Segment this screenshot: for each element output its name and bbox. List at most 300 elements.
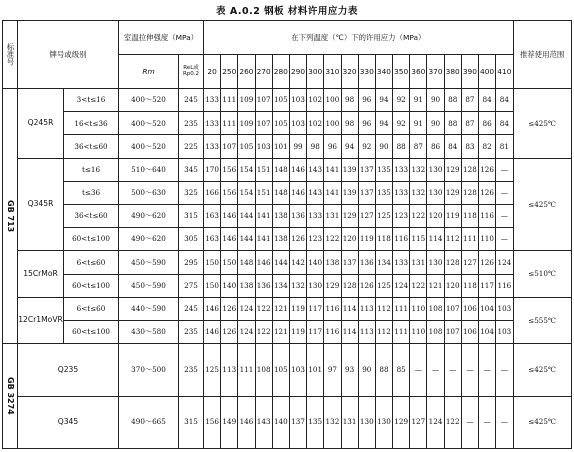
- table-row: [3, 251, 572, 274]
- stress-value-cell: 135: [375, 158, 392, 181]
- stress-value-cell: —: [461, 396, 478, 449]
- stress-value-cell: 127: [358, 204, 375, 227]
- stress-value-cell: 138: [324, 251, 341, 274]
- stress-value-cell: 121: [272, 320, 289, 343]
- rm-cell: 490～665: [119, 396, 179, 449]
- stress-value-cell: 130: [427, 181, 444, 204]
- stress-value-cell: 83: [461, 135, 478, 158]
- stress-value-cell: 138: [238, 274, 255, 297]
- stress-value-cell: 138: [272, 204, 289, 227]
- stress-value-cell: 103: [496, 297, 513, 320]
- allowable-stress-table: [2, 20, 572, 449]
- table-row: [3, 297, 572, 320]
- stress-value-cell: —: [427, 344, 444, 396]
- rel-cell: 295: [179, 251, 204, 274]
- stress-value-cell: 132: [289, 274, 306, 297]
- stress-value-cell: 116: [324, 320, 341, 343]
- stress-value-cell: 154: [238, 158, 255, 181]
- stress-value-cell: 126: [479, 158, 496, 181]
- stress-value-cell: 111: [393, 297, 410, 320]
- stress-value-cell: 140: [272, 396, 289, 449]
- recommended-range-cell: ≤510℃: [513, 251, 571, 297]
- table-row: [3, 396, 572, 449]
- rm-cell: 450～590: [119, 251, 179, 274]
- stress-value-cell: 131: [341, 396, 358, 449]
- stress-value-cell: 101: [307, 344, 324, 396]
- stress-value-cell: 146: [204, 320, 221, 343]
- stress-value-cell: 131: [324, 204, 341, 227]
- grade-cell: Q345: [18, 396, 119, 449]
- stress-value-cell: —: [410, 344, 427, 396]
- thickness-cell: 6<t≤60: [64, 297, 119, 320]
- stress-value-cell: 143: [307, 158, 324, 181]
- stress-value-cell: 128: [461, 158, 478, 181]
- stress-value-cell: 123: [393, 204, 410, 227]
- grade-cell: 12Cr1MoVR: [18, 297, 64, 343]
- stress-value-cell: 143: [255, 396, 272, 449]
- thickness-cell: 16<t≤36: [64, 112, 119, 135]
- stress-value-cell: 91: [410, 89, 427, 112]
- stress-value-cell: 132: [410, 181, 427, 204]
- stress-value-cell: 103: [255, 135, 272, 158]
- rm-cell: 400～520: [119, 89, 179, 112]
- stress-value-cell: 100: [324, 112, 341, 135]
- stress-value-cell: 110: [410, 320, 427, 343]
- rel-cell: 235: [179, 320, 204, 343]
- stress-value-cell: 108: [427, 297, 444, 320]
- stress-value-cell: 84: [479, 89, 496, 112]
- rel-cell: 315: [179, 396, 204, 449]
- rel-cell: 225: [179, 135, 204, 158]
- stress-value-cell: 103: [496, 320, 513, 343]
- stress-value-cell: 87: [461, 112, 478, 135]
- stress-value-cell: 86: [479, 112, 496, 135]
- stress-value-cell: 93: [341, 344, 358, 396]
- stress-value-cell: 134: [375, 251, 392, 274]
- stress-value-cell: 114: [427, 228, 444, 251]
- stress-value-cell: 105: [238, 135, 255, 158]
- stress-value-cell: 137: [341, 251, 358, 274]
- stress-value-cell: 105: [272, 344, 289, 396]
- table-row: [3, 204, 572, 227]
- stress-value-cell: 122: [444, 396, 461, 449]
- table-row: [3, 274, 572, 297]
- stress-value-cell: 143: [307, 181, 324, 204]
- table-body: [3, 89, 572, 449]
- stress-value-cell: 138: [272, 228, 289, 251]
- stress-value-cell: 139: [341, 181, 358, 204]
- stress-value-cell: 90: [358, 344, 375, 396]
- stress-value-cell: 118: [461, 204, 478, 227]
- stress-value-cell: 112: [375, 320, 392, 343]
- thickness-cell: 36<t≤60: [64, 135, 119, 158]
- stress-value-cell: 122: [255, 320, 272, 343]
- stress-value-cell: 122: [410, 204, 427, 227]
- header-temperature: 330: [358, 55, 375, 89]
- stress-value-cell: 141: [324, 181, 341, 204]
- stress-value-cell: 129: [324, 274, 341, 297]
- stress-value-cell: 124: [427, 396, 444, 449]
- header-temperature: 320: [341, 55, 358, 89]
- stress-value-cell: 146: [204, 297, 221, 320]
- stress-value-cell: 146: [221, 204, 238, 227]
- stress-value-cell: 137: [358, 181, 375, 204]
- stress-value-cell: 148: [272, 181, 289, 204]
- header-temperature: 360: [410, 55, 427, 89]
- stress-value-cell: 90: [427, 89, 444, 112]
- thickness-cell: 6<t≤60: [64, 251, 119, 274]
- stress-value-cell: 120: [444, 274, 461, 297]
- stress-value-cell: 116: [324, 297, 341, 320]
- recommended-range-cell: ≤425℃: [513, 158, 571, 251]
- header-temperature: 370: [427, 55, 444, 89]
- stress-value-cell: 84: [444, 135, 461, 158]
- rm-cell: 490～620: [119, 228, 179, 251]
- stress-value-cell: 148: [238, 251, 255, 274]
- header-temperature: 340: [375, 55, 392, 89]
- header-temperature: 310: [324, 55, 341, 89]
- stress-value-cell: 150: [204, 274, 221, 297]
- stress-value-cell: 151: [255, 158, 272, 181]
- stress-value-cell: 125: [204, 344, 221, 396]
- stress-value-cell: 107: [255, 89, 272, 112]
- header-tensile: 室温拉伸强度（MPa）: [119, 21, 204, 55]
- rel-cell: 315: [179, 204, 204, 227]
- stress-value-cell: 96: [358, 112, 375, 135]
- stress-value-cell: 119: [358, 228, 375, 251]
- stress-value-cell: 117: [479, 274, 496, 297]
- stress-value-cell: 92: [358, 135, 375, 158]
- header-temperature: 280: [272, 55, 289, 89]
- stress-value-cell: 92: [393, 89, 410, 112]
- stress-value-cell: 111: [461, 228, 478, 251]
- stress-value-cell: 103: [289, 344, 306, 396]
- stress-value-cell: 132: [324, 396, 341, 449]
- stress-value-cell: 98: [341, 112, 358, 135]
- stress-value-cell: 105: [272, 112, 289, 135]
- recommended-range-cell: ≤425℃: [513, 344, 571, 396]
- stress-value-cell: 81: [496, 135, 513, 158]
- stress-value-cell: 104: [479, 297, 496, 320]
- stress-value-cell: 87: [461, 89, 478, 112]
- stress-value-cell: 112: [375, 297, 392, 320]
- header-rm: Rm: [119, 55, 179, 89]
- stress-value-cell: 163: [204, 228, 221, 251]
- stress-value-cell: 130: [307, 274, 324, 297]
- stress-value-cell: 102: [307, 89, 324, 112]
- stress-value-cell: 124: [238, 320, 255, 343]
- stress-value-cell: 127: [461, 251, 478, 274]
- header-grade: 牌号或级别: [18, 21, 119, 89]
- stress-value-cell: —: [461, 344, 478, 396]
- rel-cell: 305: [179, 228, 204, 251]
- stress-value-cell: 149: [221, 396, 238, 449]
- stress-value-cell: 123: [307, 228, 324, 251]
- stress-value-cell: 107: [444, 320, 461, 343]
- header-temperature: 400: [479, 55, 496, 89]
- stress-value-cell: 110: [479, 228, 496, 251]
- stress-value-cell: 82: [479, 135, 496, 158]
- stress-value-cell: 146: [289, 158, 306, 181]
- stress-value-cell: 116: [479, 204, 496, 227]
- recommended-range-cell: ≤425℃: [513, 89, 571, 159]
- table-row: [3, 89, 572, 112]
- stress-value-cell: 102: [307, 112, 324, 135]
- stress-value-cell: 119: [444, 204, 461, 227]
- stress-value-cell: 99: [289, 135, 306, 158]
- stress-value-cell: 132: [410, 158, 427, 181]
- header-temperature: 270: [255, 55, 272, 89]
- stress-value-cell: 109: [238, 89, 255, 112]
- stress-value-cell: 103: [289, 112, 306, 135]
- stress-value-cell: 86: [427, 135, 444, 158]
- stress-value-cell: 144: [238, 204, 255, 227]
- stress-value-cell: 146: [238, 396, 255, 449]
- stress-value-cell: 91: [410, 112, 427, 135]
- stress-value-cell: 100: [324, 89, 341, 112]
- table-row: [3, 344, 572, 396]
- stress-value-cell: 135: [307, 396, 324, 449]
- header-allowable-stress: 在下列温度（℃）下的许用应力（MPa）: [204, 21, 514, 55]
- stress-value-cell: 133: [393, 181, 410, 204]
- header-temperature: 390: [461, 55, 478, 89]
- stress-value-cell: 125: [375, 204, 392, 227]
- stress-value-cell: 105: [272, 89, 289, 112]
- stress-value-cell: 142: [289, 251, 306, 274]
- header-temperature: 260: [238, 55, 255, 89]
- stress-value-cell: 146: [221, 228, 238, 251]
- header-temperature: 380: [444, 55, 461, 89]
- stress-value-cell: —: [496, 181, 513, 204]
- stress-value-cell: 148: [272, 158, 289, 181]
- stress-value-cell: 108: [255, 344, 272, 396]
- stress-value-cell: 146: [255, 251, 272, 274]
- rm-cell: 500～630: [119, 181, 179, 204]
- stress-value-cell: 98: [341, 89, 358, 112]
- stress-value-cell: 156: [221, 181, 238, 204]
- stress-value-cell: 107: [444, 297, 461, 320]
- stress-value-cell: 103: [289, 89, 306, 112]
- stress-value-cell: 130: [375, 396, 392, 449]
- header-temperature: 300: [307, 55, 324, 89]
- recommended-range-cell: ≤425℃: [513, 396, 571, 449]
- stress-value-cell: 130: [427, 251, 444, 274]
- stress-value-cell: 84: [496, 89, 513, 112]
- stress-value-cell: 136: [255, 274, 272, 297]
- stress-value-cell: 115: [410, 228, 427, 251]
- stress-value-cell: 133: [393, 158, 410, 181]
- stress-value-cell: 124: [238, 297, 255, 320]
- stress-value-cell: 126: [479, 251, 496, 274]
- stress-value-cell: 144: [272, 251, 289, 274]
- table-header: [3, 21, 572, 89]
- grade-cell: 15CrMoR: [18, 251, 64, 297]
- grade-cell: Q345R: [18, 158, 64, 251]
- grade-cell: Q245R: [18, 89, 64, 159]
- stress-value-cell: 116: [393, 228, 410, 251]
- stress-value-cell: 166: [204, 181, 221, 204]
- stress-value-cell: 84: [496, 112, 513, 135]
- stress-value-cell: 119: [289, 297, 306, 320]
- stress-value-cell: 121: [427, 274, 444, 297]
- stress-value-cell: 114: [341, 320, 358, 343]
- stress-value-cell: 131: [410, 251, 427, 274]
- stress-value-cell: 129: [393, 396, 410, 449]
- stress-value-cell: 151: [255, 181, 272, 204]
- stress-value-cell: 134: [272, 274, 289, 297]
- stress-value-cell: 150: [221, 251, 238, 274]
- rm-cell: 510～640: [119, 158, 179, 181]
- stress-value-cell: 90: [427, 112, 444, 135]
- stress-value-cell: 96: [358, 89, 375, 112]
- stress-value-cell: 154: [238, 181, 255, 204]
- thickness-cell: 3<t≤16: [64, 89, 119, 112]
- stress-value-cell: 140: [307, 251, 324, 274]
- stress-value-cell: 126: [358, 274, 375, 297]
- stress-value-cell: 128: [444, 251, 461, 274]
- header-temperature: 250: [221, 55, 238, 89]
- table-row: [3, 112, 572, 135]
- rm-cell: 400～520: [119, 112, 179, 135]
- standard-cell: GB 713: [3, 89, 18, 344]
- stress-value-cell: 101: [272, 135, 289, 158]
- stress-value-cell: 150: [204, 251, 221, 274]
- stress-value-cell: 98: [307, 135, 324, 158]
- stress-value-cell: 137: [289, 396, 306, 449]
- stress-value-cell: —: [444, 344, 461, 396]
- stress-value-cell: 126: [289, 228, 306, 251]
- stress-value-cell: 97: [324, 344, 341, 396]
- header-temperature: 410: [496, 55, 513, 89]
- stress-value-cell: 129: [444, 181, 461, 204]
- stress-value-cell: 111: [393, 320, 410, 343]
- header-temperature: 20: [204, 55, 221, 89]
- stress-value-cell: 136: [289, 204, 306, 227]
- stress-value-cell: 96: [324, 135, 341, 158]
- rel-cell: 235: [179, 112, 204, 135]
- stress-value-cell: 106: [461, 320, 478, 343]
- thickness-cell: 60<t≤100: [64, 228, 119, 251]
- rel-cell: 235: [179, 344, 204, 396]
- stress-value-cell: 133: [204, 112, 221, 135]
- stress-value-cell: 111: [238, 344, 255, 396]
- stress-value-cell: 144: [238, 228, 255, 251]
- stress-value-cell: 141: [255, 228, 272, 251]
- stress-value-cell: 156: [204, 396, 221, 449]
- stress-value-cell: 94: [375, 89, 392, 112]
- stress-value-cell: 111: [221, 89, 238, 112]
- thickness-cell: 60<t≤100: [64, 320, 119, 343]
- header-rel: ReL或Rp0.2: [179, 55, 204, 89]
- stress-value-cell: 141: [324, 158, 341, 181]
- stress-value-cell: 107: [221, 135, 238, 158]
- stress-value-cell: 125: [375, 274, 392, 297]
- stress-value-cell: 92: [393, 112, 410, 135]
- rel-cell: 245: [179, 297, 204, 320]
- stress-value-cell: 113: [358, 320, 375, 343]
- table-row: [3, 158, 572, 181]
- stress-value-cell: 120: [427, 204, 444, 227]
- stress-value-cell: 133: [307, 204, 324, 227]
- stress-value-cell: 133: [204, 135, 221, 158]
- stress-value-cell: 94: [341, 135, 358, 158]
- standard-cell: GB 3274: [3, 344, 18, 449]
- thickness-cell: 36<t≤60: [64, 204, 119, 227]
- stress-value-cell: 88: [444, 112, 461, 135]
- stress-value-cell: 113: [358, 297, 375, 320]
- stress-value-cell: 116: [496, 274, 513, 297]
- table-row: [3, 228, 572, 251]
- stress-value-cell: 126: [479, 181, 496, 204]
- stress-value-cell: 126: [221, 297, 238, 320]
- stress-value-cell: 85: [393, 344, 410, 396]
- rm-cell: 370～500: [119, 344, 179, 396]
- stress-value-cell: 88: [375, 344, 392, 396]
- rel-cell: 345: [179, 158, 204, 181]
- stress-value-cell: 112: [444, 228, 461, 251]
- stress-value-cell: 129: [341, 204, 358, 227]
- stress-value-cell: 122: [324, 228, 341, 251]
- stress-value-cell: 124: [496, 251, 513, 274]
- grade-cell: Q235: [18, 344, 119, 396]
- stress-value-cell: 90: [375, 135, 392, 158]
- thickness-cell: t≤36: [64, 181, 119, 204]
- stress-value-cell: —: [479, 396, 496, 449]
- stress-value-cell: 139: [341, 158, 358, 181]
- stress-value-cell: 113: [221, 344, 238, 396]
- stress-value-cell: 120: [341, 228, 358, 251]
- stress-value-cell: 130: [427, 158, 444, 181]
- stress-value-cell: 137: [358, 158, 375, 181]
- header-recommended-range: 推荐使用范围: [513, 21, 571, 89]
- stress-value-cell: 108: [427, 320, 444, 343]
- stress-value-cell: 128: [461, 181, 478, 204]
- header-standard: 标准号: [3, 21, 18, 89]
- stress-value-cell: 117: [307, 320, 324, 343]
- stress-value-cell: 156: [221, 158, 238, 181]
- stress-value-cell: 87: [410, 135, 427, 158]
- table-row: [3, 135, 572, 158]
- stress-value-cell: 88: [444, 89, 461, 112]
- stress-value-cell: 127: [410, 396, 427, 449]
- stress-value-cell: 129: [444, 158, 461, 181]
- stress-value-cell: —: [496, 344, 513, 396]
- stress-value-cell: 146: [289, 181, 306, 204]
- stress-value-cell: 114: [341, 297, 358, 320]
- stress-value-cell: 124: [393, 274, 410, 297]
- thickness-cell: t≤16: [64, 158, 119, 181]
- stress-value-cell: 122: [255, 297, 272, 320]
- stress-value-cell: 110: [410, 297, 427, 320]
- stress-value-cell: 140: [221, 274, 238, 297]
- rm-cell: 400～520: [119, 135, 179, 158]
- stress-value-cell: 141: [255, 204, 272, 227]
- stress-value-cell: 136: [358, 251, 375, 274]
- stress-value-cell: 122: [410, 274, 427, 297]
- stress-value-cell: —: [496, 158, 513, 181]
- stress-value-cell: 133: [393, 251, 410, 274]
- rel-cell: 275: [179, 274, 204, 297]
- stress-value-cell: 109: [238, 112, 255, 135]
- stress-value-cell: —: [496, 396, 513, 449]
- stress-value-cell: 118: [375, 228, 392, 251]
- recommended-range-cell: ≤555℃: [513, 297, 571, 343]
- header-temperature: 290: [289, 55, 306, 89]
- stress-value-cell: 107: [255, 112, 272, 135]
- table-row: [3, 320, 572, 343]
- stress-value-cell: —: [496, 204, 513, 227]
- stress-value-cell: 126: [221, 320, 238, 343]
